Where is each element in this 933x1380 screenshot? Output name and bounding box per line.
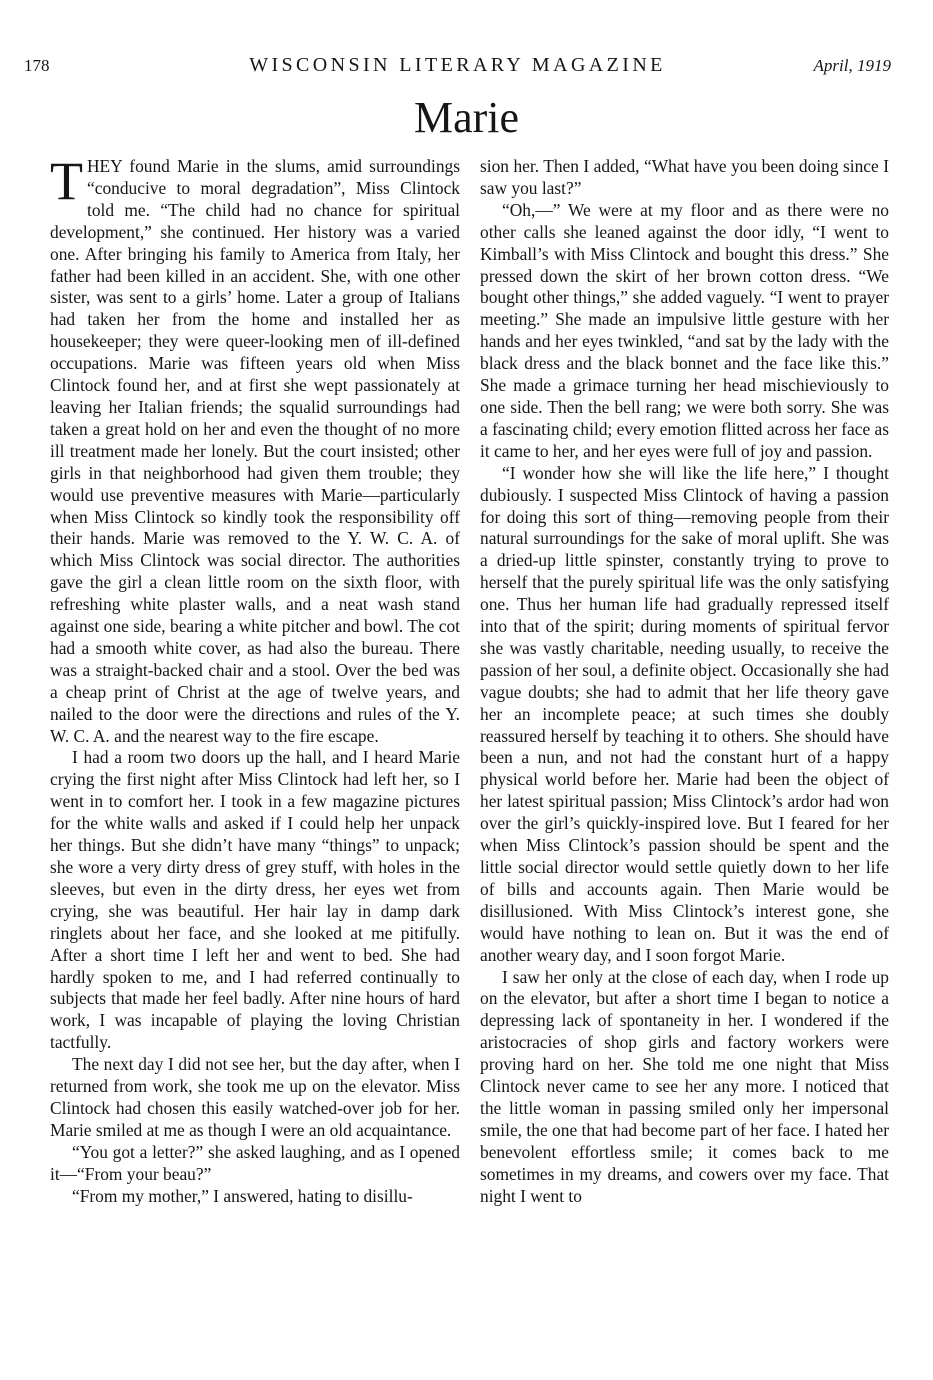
paragraph: sion her. Then I added, “What have you been doing since I saw you last?” [480,156,889,198]
paragraph: “I wonder how she will like the life here,” I thought dubiously. I suspected Miss Clintock of having a passion for doing this sort of thing—removing people from their natural surroundings for the sake of moral uplift. She was a dried-up little spinster, constantly trying to prove to herself that the purely spiritual life was the only satisfying one. Thus her human life had gradually repressed itself into that of the spirit; during moments of spiritual fervor she was vastly charitable, needing usually, to receive the passion of her soul, a definite object. Occasionally she had vague doubts; she had to admit that her life theory gave her an incomplete peace; at such times she doubly reassured herself by teaching it to others. She should have been a nun, and not had the constant hurt of a happy physical world before her. Marie had been the object of her latest spiritual passion; Miss Clintock’s ardor had won over the girl’s quickly-inspired love. But I feared for her when Miss Clintock’s passion should be spent and the little social director would settle quietly down to her life of bills and accounts again. Then Marie would be disillusioned. With Miss Clintock’s interest gone, she would have nothing to lean on. But it was the end of another weary day, and I soon forgot Marie. [480,462,889,965]
running-header [24,54,891,82]
paragraph: The next day I did not see her, but the day after, when I returned from work, she took me up on the elevator. Miss Clintock had chosen this easily watched-over job for her. Marie smiled at me as though I were an old acquaintance. [50,1054,460,1140]
paragraph: I had a room two doors up the hall, and I heard Marie crying the first night after Miss Clintock had left her, so I went in to comfort her. I took in a few magazine pictures for the white walls and asked if I could help her unpack her things. But she didn’t have many “things” to unpack; she wore a very dirty dress of grey stuff, with holes in the sleeves, but even in the dirty dress, her eyes wet from crying, she was beautiful. Her hair lay in damp dark ringlets about her face, and she looked at me pitifully. After a short time I left her and went to bed. She had hardly spoken to me, and I had referred continually to subjects that made her feel badly. After nine hours of hard work, I was incapable of playing the loving Christian tactfully. [50,747,460,1053]
magazine-name: WISCONSIN LITERARY MAGAZINE [249,54,666,76]
right-column [480,156,889,1208]
left-column [50,151,460,1208]
paragraph: “From my mother,” I answered, hating to disillu- [72,1185,413,1206]
article-title: Marie [413,93,520,142]
drop-cap: T [50,151,83,211]
issue-date: April, 1919 [813,56,891,75]
paragraph: “Oh,—” We were at my floor and as there were no other calls she leaned against the door idly, “I went to Kimball’s with Miss Clintock and bought this dress.” She pressed down the skirt of her brown cotton dress. “We bought other things,” she added vaguely. “I went to prayer meeting.” She made an impulsive little gesture with her hands and her eyes twinkled, “and sat by the lady with the black dress and the black bonnet and the face like this.” She made a grimace turning her head mischieviously to one side. Then the bell rang; we were both sorry. She was a fascinating child; every emotion flitted across her face as it came to her, and her eyes were full of joy and passion. [480,199,889,461]
paragraph-text: HEY found Marie in the slums, amid surroundings “conducive to moral degradation”, Miss Clintock told me. “The child had no chance for spiritual development,” she continued. Her history was a varied one. After bringing his family to America from Italy, her father had been killed in an accident. She, with one other sister, was sent to a girls’ home. Later a group of Italians had taken her from the home and installed her as housekeeper; they were queer-looking men of ill-defined occupations. Marie was fifteen years old when Miss Clintock found her, and at first she wept passionately at leaving her Italian friends; the squalid surroundings had taken a great hold on her and even the thought of no more ill treatment made her lonely. But the court insisted; other girls in that neighborhood had given them trouble; they would use preventive measures with Marie—particularly when Miss Clintock so kindly took the responsibility off their hands. Marie was removed to the Y. W. C. A. of which Miss Clintock was social director. The authorities gave the girl a clean little room on the sixth floor, with refreshing white plaster walls, and a neat wash stand against one side, bearing a white pitcher and bowl. The cot had a smooth white cover, as had also the bureau. There was a straight-backed chair and a stool. Over the bed was a cheap print of Christ at the age of twelve years, and nailed to the door were the directions and rules of the Y. W. C. A. and the nearest way to the fire escape. [50,156,460,746]
page-number: 178 [24,56,50,75]
paragraph [50,151,460,747]
paragraph: “You got a letter?” she asked laughing, and as I opened it—“From your beau?” [50,1141,460,1184]
paragraph: I saw her only at the close of each day, when I rode up on the elevator, but after a short time I began to notice a depressing lack of spontaneity in her. I wondered if the aristocracies of shop girls and factory workers were proving hard on her. She told me one night that Miss Clintock never came to see her any more. I noticed that the little woman in passing smiled only her impersonal smile, the one that had become part of her face. I hated her benevolent effortless smile; it comes back to me sometimes in my dreams, and cowers over my face. That night I went to [480,966,889,1206]
